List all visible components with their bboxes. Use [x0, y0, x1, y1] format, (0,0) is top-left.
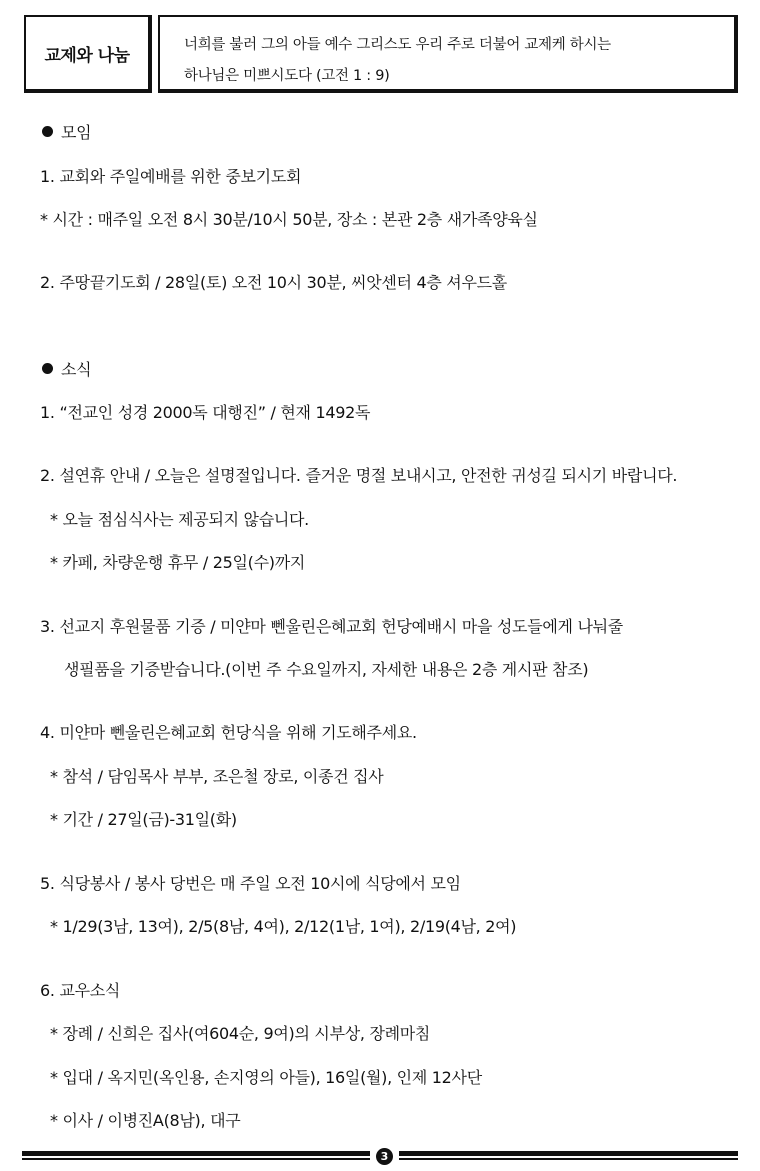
section-title: 교제와 나눔 — [24, 15, 152, 93]
page-number-badge: 3 — [376, 1148, 393, 1165]
news-item-5-note: * 1/29(3남, 13여), 2/5(8남, 4여), 2/12(1남, 1여), 2/19(4남, 2여) — [50, 917, 517, 936]
meeting-item-2: 2. 주땅끝기도회 / 28일(토) 오전 10시 30분, 씨앗센터 4층 셔우드홀 — [40, 273, 507, 292]
meetings-heading: 모임 — [42, 120, 91, 143]
verse-line-1: 너희를 불러 그의 아들 예수 그리스도 우리 주로 더불어 교제케 하시는 — [184, 37, 611, 53]
news-item-4-note-b: * 기간 / 27일(금)-31일(화) — [50, 810, 237, 829]
news-item-2-note-a: * 오늘 점심식사는 제공되지 않습니다. — [50, 510, 309, 529]
news-item-4-note-a: * 참석 / 담임목사 부부, 조은철 장로, 이종건 집사 — [50, 767, 384, 786]
news-item-4: 4. 미얀마 뻰울린은혜교회 헌당식을 위해 기도해주세요. — [40, 723, 417, 742]
news-item-2: 2. 설연휴 안내 / 오늘은 설명절입니다. 즐거운 명절 보내시고, 안전한 귀성길 되시기 바랍니다. — [40, 466, 678, 485]
news-item-6-note-b: * 입대 / 옥지민(옥인용, 손지영의 아들), 16일(월), 인제 12사단 — [50, 1068, 482, 1087]
verse-line-2: 하나님은 미쁘시도다 (고전 1 : 9) — [184, 68, 390, 84]
news-heading: 소식 — [42, 357, 91, 380]
news-item-6-note-c: * 이사 / 이병진A(8남), 대구 — [50, 1111, 241, 1130]
news-item-2-note-b: * 카페, 차량운행 휴무 / 25일(수)까지 — [50, 553, 306, 572]
news-item-1: 1. “전교인 성경 2000독 대행진” / 현재 1492독 — [40, 403, 371, 422]
bullet-icon — [42, 363, 53, 374]
meeting-item-1: 1. 교회와 주일예배를 위한 중보기도회 — [40, 167, 302, 186]
news-item-5: 5. 식당봉사 / 봉사 당번은 매 주일 오전 10시에 식당에서 모임 — [40, 874, 461, 893]
footer-rule-right — [399, 1151, 738, 1161]
news-item-3-continued: 생필품을 기증받습니다.(이번 주 수요일까지, 자세한 내용은 2층 게시판 참조) — [64, 660, 589, 679]
scripture-verse — [158, 15, 738, 93]
news-item-6: 6. 교우소식 — [40, 981, 121, 1000]
footer-rule-left — [22, 1151, 370, 1161]
meeting-item-1-note: * 시간 : 매주일 오전 8시 30분/10시 50분, 장소 : 본관 2층 새가족양육실 — [40, 210, 538, 229]
news-item-6-note-a: * 장례 / 신희은 집사(여604순, 9여)의 시부상, 장례마침 — [50, 1024, 431, 1043]
bullet-icon — [42, 126, 53, 137]
news-item-3: 3. 선교지 후원물품 기증 / 미얀마 뻰울린은혜교회 헌당예배시 마을 성도들에게 나눠줄 — [40, 617, 623, 636]
